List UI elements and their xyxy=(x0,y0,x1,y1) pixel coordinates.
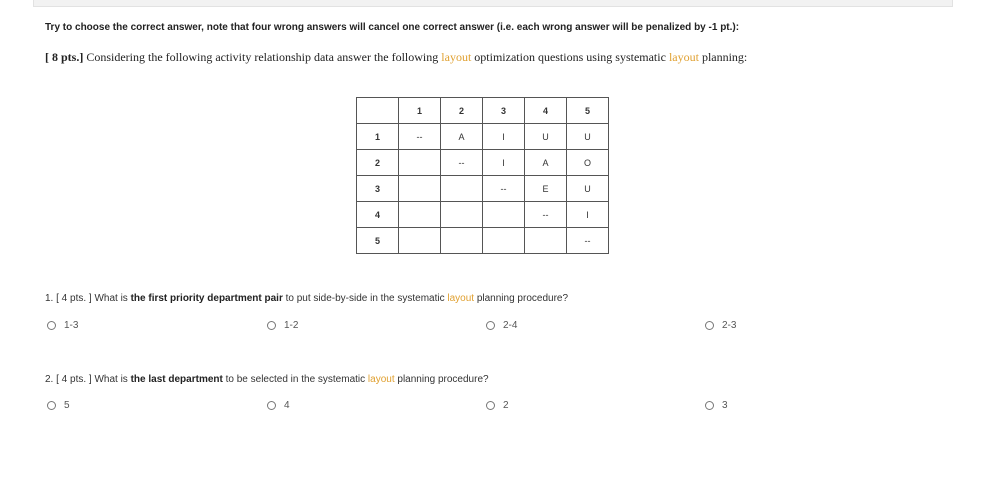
table-cell: U xyxy=(567,124,609,150)
option-label: 1-3 xyxy=(64,320,79,331)
table-cell: -- xyxy=(399,124,441,150)
question-2-option-2[interactable] xyxy=(267,400,290,411)
table-cell: I xyxy=(483,124,525,150)
question-prompt xyxy=(45,50,747,65)
question-2-mid: to be selected in the systematic xyxy=(222,374,368,385)
activity-relationship-table xyxy=(356,97,609,254)
option-label: 5 xyxy=(64,400,70,411)
table-row xyxy=(357,202,609,228)
question-1-prefix: 1. [ 4 pts. ] What is xyxy=(45,293,131,304)
prompt-highlight-2: layout xyxy=(668,50,699,64)
table-cell: -- xyxy=(567,228,609,254)
table-row-header: 5 xyxy=(357,228,399,254)
table-row xyxy=(357,228,609,254)
table-header-cell: 1 xyxy=(399,98,441,124)
table-cell xyxy=(441,228,483,254)
question-2-prefix: 2. [ 4 pts. ] What is xyxy=(45,374,131,385)
option-label: 2-4 xyxy=(503,320,518,331)
prompt-text-3: planning: xyxy=(698,50,748,64)
table-row-header: 1 xyxy=(357,124,399,150)
question-1-option-4[interactable] xyxy=(705,320,736,331)
instructions: Try to choose the correct answer, note that four wrong answers will cancel one correct answer (i.e. each wrong answer will be penalized by -1 pt.): xyxy=(45,22,740,33)
table-cell xyxy=(483,202,525,228)
table-cell: I xyxy=(567,202,609,228)
question-1-option-2[interactable] xyxy=(267,320,298,331)
option-label: 4 xyxy=(284,400,290,411)
table-cell: U xyxy=(525,124,567,150)
radio-icon[interactable] xyxy=(47,321,56,330)
question-1-suffix: planning procedure? xyxy=(474,293,569,304)
question-2-bold: the last department xyxy=(130,374,223,385)
table-cell: -- xyxy=(441,150,483,176)
question-1-option-3[interactable] xyxy=(486,320,517,331)
table-cell: O xyxy=(567,150,609,176)
table-cell xyxy=(399,202,441,228)
table-cell xyxy=(399,228,441,254)
question-1-highlight: layout xyxy=(447,293,475,304)
table-cell xyxy=(441,202,483,228)
table-cell: A xyxy=(525,150,567,176)
table-cell xyxy=(525,228,567,254)
table-row xyxy=(357,176,609,202)
table-row-header: 2 xyxy=(357,150,399,176)
question-2-highlight: layout xyxy=(367,374,395,385)
question-2-option-1[interactable] xyxy=(47,400,70,411)
table-row-header: 3 xyxy=(357,176,399,202)
question-2-suffix: planning procedure? xyxy=(394,374,489,385)
table-header-cell: 4 xyxy=(525,98,567,124)
radio-icon[interactable] xyxy=(486,401,495,410)
question-2 xyxy=(45,374,489,385)
radio-icon[interactable] xyxy=(267,321,276,330)
table-cell xyxy=(399,150,441,176)
radio-icon[interactable] xyxy=(267,401,276,410)
table-cell: E xyxy=(525,176,567,202)
radio-icon[interactable] xyxy=(486,321,495,330)
table-header-cell: 3 xyxy=(483,98,525,124)
table-cell xyxy=(483,228,525,254)
top-bar xyxy=(33,0,953,7)
option-label: 2 xyxy=(503,400,509,411)
question-2-option-3[interactable] xyxy=(486,400,509,411)
table-cell xyxy=(441,176,483,202)
table-header-cell xyxy=(357,98,399,124)
option-label: 1-2 xyxy=(284,320,299,331)
question-1-bold: the first priority department pair xyxy=(130,293,283,304)
table-cell: U xyxy=(567,176,609,202)
table-row xyxy=(357,150,609,176)
option-label: 3 xyxy=(722,400,728,411)
table-row-header: 4 xyxy=(357,202,399,228)
table-cell xyxy=(399,176,441,202)
table-header-cell: 2 xyxy=(441,98,483,124)
table-header-row xyxy=(357,98,609,124)
prompt-text-2: optimization questions using systematic xyxy=(471,50,669,64)
prompt-highlight-1: layout xyxy=(441,50,472,64)
radio-icon[interactable] xyxy=(705,321,714,330)
radio-icon[interactable] xyxy=(705,401,714,410)
table-header-cell: 5 xyxy=(567,98,609,124)
radio-icon[interactable] xyxy=(47,401,56,410)
prompt-points: [ 8 pts.] xyxy=(45,50,84,64)
option-label: 2-3 xyxy=(722,320,737,331)
table-row xyxy=(357,124,609,150)
question-1-mid: to put side-by-side in the systematic xyxy=(282,293,448,304)
question-1 xyxy=(45,293,568,304)
table-cell: I xyxy=(483,150,525,176)
prompt-text-1: Considering the following activity relationship data answer the following xyxy=(83,50,442,64)
question-2-option-4[interactable] xyxy=(705,400,728,411)
table-cell: -- xyxy=(525,202,567,228)
table-cell: -- xyxy=(483,176,525,202)
table-cell: A xyxy=(441,124,483,150)
question-1-option-1[interactable] xyxy=(47,320,78,331)
